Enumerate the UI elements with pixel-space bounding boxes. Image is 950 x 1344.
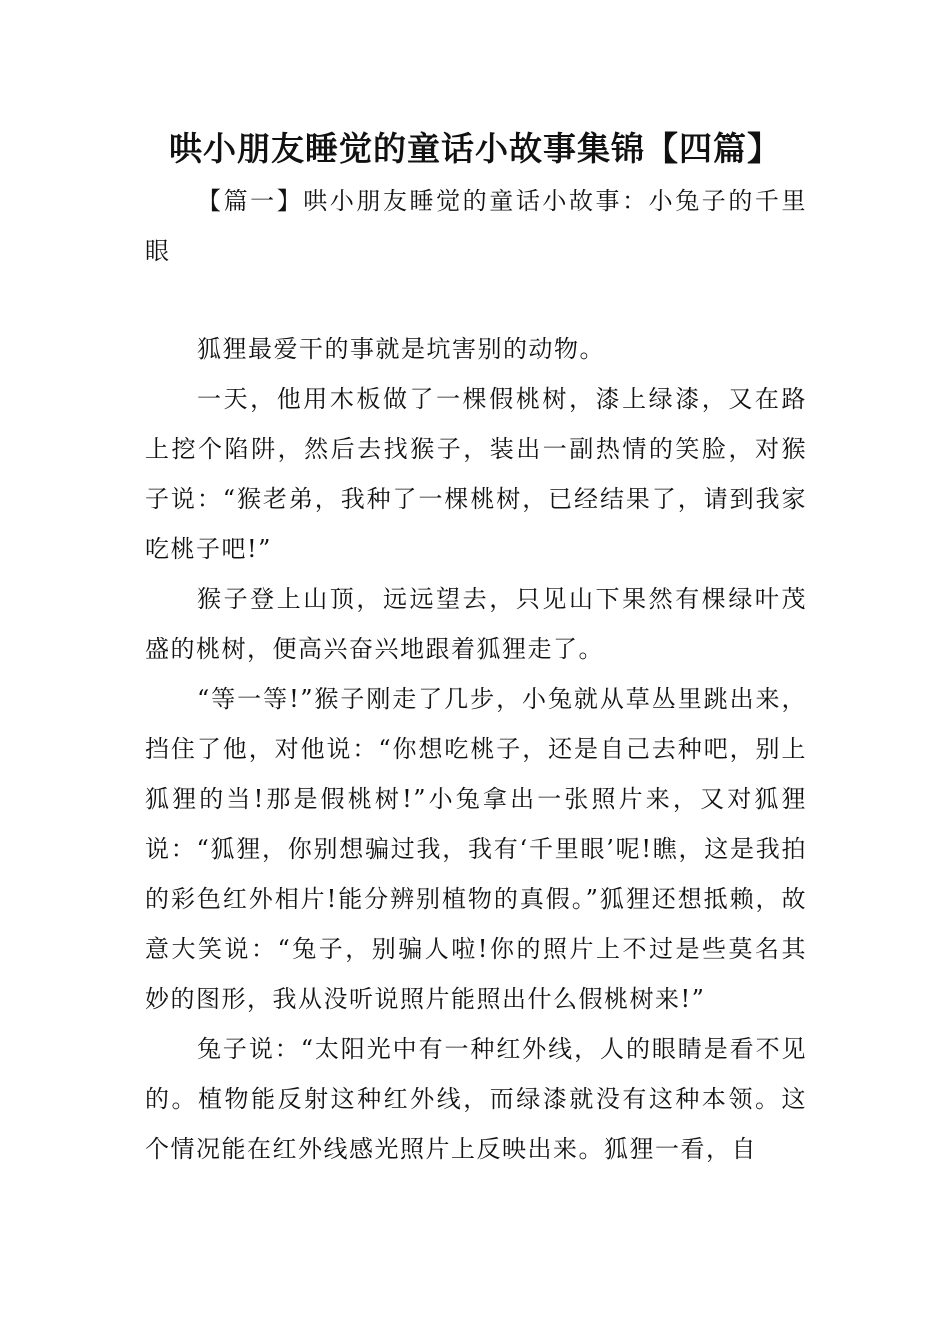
section-heading: 【篇一】哄小朋友睡觉的童话小故事：小兔子的千里眼 — [145, 187, 807, 265]
paragraph-2: 一天，他用木板做了一棵假桃树，漆上绿漆，又在路上挖个陷阱，然后去找猴子，装出一副热情的笑脸，对猴子说：“猴老弟，我种了一棵桃树，已经结果了，请到我家吃桃子吧!” — [145, 385, 807, 563]
document-title: 哄小朋友睡觉的童话小故事集锦【四篇】 — [169, 129, 781, 168]
paragraph-1: 狐狸最爱干的事就是坑害别的动物。 — [197, 335, 605, 363]
paragraph-3: 猴子登上山顶，远远望去，只见山下果然有棵绿叶茂盛的桃树，便高兴奋兴地跟着狐狸走了。 — [145, 585, 807, 663]
blank-line — [145, 276, 807, 324]
paragraph-5: 兔子说：“太阳光中有一种红外线，人的眼睛是看不见的。植物能反射这种红外线，而绿漆就没有这种本领。这个情况能在红外线感光照片上反映出来。狐狸一看，自 — [145, 1035, 807, 1163]
paragraph-4: “等一等!”猴子刚走了几步，小兔就从草丛里跳出来，挡住了他，对他说：“你想吃桃子，还是自己去种吧，别上狐狸的当!那是假桃树!”小兔拿出一张照片来，又对狐狸说：“狐狸，你别想骗过我，我有‘千里眼’呢!瞧，这是我拍的彩色红外相片!能分辨别植物的真假。”狐狸还想抵赖，故意大笑说：“兔子，别骗人啦!你的照片上不过是些莫名其妙的图形，我从没听说照片能照出什么假桃树来!” — [145, 685, 807, 1013]
document-body — [145, 176, 807, 1174]
